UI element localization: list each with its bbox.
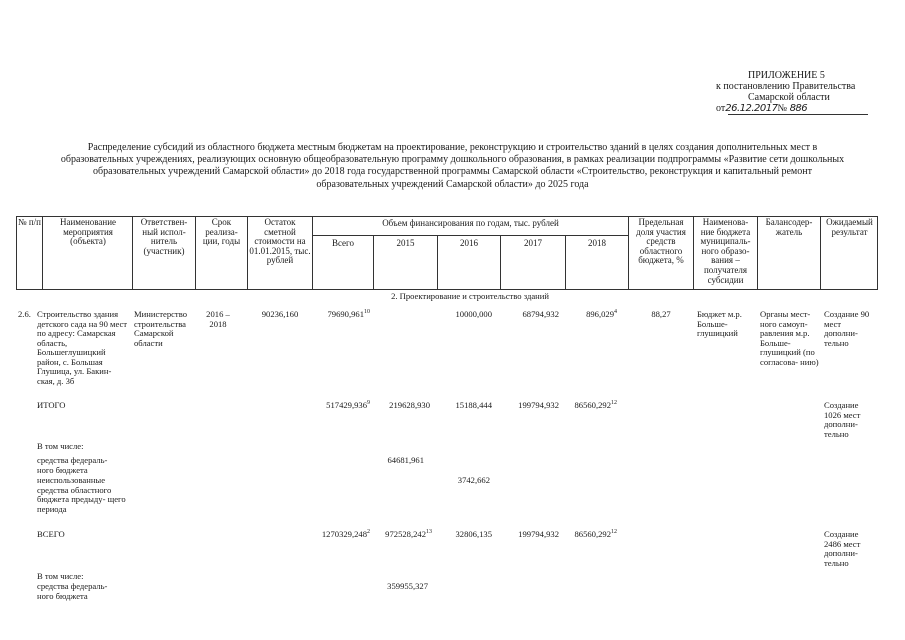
row-holder: Органы мест- ного самоуп- равления м.р. Больше- глушицкий (по согласова- нию) — [760, 309, 819, 367]
row-name: Строительство здания детского сада на 90 мест по адресу: Самарская область, Большеглушицкий район, с. Большая Глушица, ул. Бакин- ская, д. 3б — [37, 309, 128, 386]
vsego-label: ВСЕГО — [37, 529, 65, 539]
col-divider — [877, 216, 878, 290]
handwritten-date: 26.12.2017 — [725, 103, 778, 114]
header-recipient: Наименова- ние бюджета муниципаль- ного образо- вания – получателя субсидии — [700, 217, 751, 285]
header-term: Срок реализа- ции, годы — [202, 217, 241, 247]
vsego-2017: 199794,932 — [518, 529, 559, 539]
vsego-2016: 32806,135 — [455, 529, 492, 539]
row-term: 2016 – 2018 — [206, 309, 230, 329]
section-title: 2. Проектирование и строительство зданий — [391, 291, 549, 301]
col-divider — [628, 216, 629, 290]
header-2016: 2016 — [460, 238, 478, 248]
vsego-2018-footnote: 12 — [611, 529, 617, 535]
row-2018-footnote: 4 — [614, 309, 617, 315]
row-2018-value: 896,029 — [586, 309, 614, 319]
row-executor: Министерство строительства Самарской области — [134, 309, 187, 348]
funding-subheader-border — [312, 235, 628, 236]
caption-line-3: образовательных учреждений Самарской области» до 2018 года государственной программы Самарской области «Строительство, реконструкция и капитальный ремонт — [93, 166, 812, 177]
itogo-total-value: 517429,936 — [326, 400, 367, 410]
vsego-federal-2015: 359955,327 — [387, 581, 428, 591]
caption-line-1: Распределение субсидий из областного бюджета местным бюджетам на проектирование, реконструкцию и строительство зданий в целях создания дополнительных мест в — [87, 142, 818, 153]
row-result: Создание 90 мест дополни- тельно — [824, 309, 870, 348]
caption-line-2: образовательных учреждениях, реализующих основную общеобразовательную программу дошкольного образования, в рамках реализации подпрограммы «Развитие сети дошкольных — [60, 154, 845, 165]
annex-date-line — [716, 103, 876, 114]
vsego-breakdown-label: В том числе: — [37, 571, 84, 581]
row-total-footnote: 10 — [364, 309, 370, 315]
header-funding-group: Объем финансирования по годам, тыс. рублей — [382, 218, 559, 228]
header-remainder: Остаток сметной стоимости на 01.01.2015, тыс. рублей — [249, 217, 311, 266]
itogo-result: Создание 1026 мест дополни- тельно — [824, 400, 861, 439]
vsego-total — [296, 530, 370, 540]
itogo-2018 — [553, 401, 617, 411]
annex-line-3: Самарской области — [748, 92, 830, 103]
col-divider — [757, 216, 758, 290]
col-divider — [820, 216, 821, 290]
itogo-unused-2016: 3742,662 — [457, 475, 490, 485]
vsego-2015-value: 972528,242 — [385, 529, 426, 539]
header-2015: 2015 — [396, 238, 415, 248]
itogo-total-footnote: 9 — [367, 400, 370, 406]
row-remainder: 90236,160 — [261, 309, 299, 319]
itogo-2017: 199794,932 — [518, 400, 559, 410]
header-total: Всего — [331, 238, 355, 248]
row-num: 2.6. — [18, 309, 31, 319]
row-share: 88,27 — [651, 309, 671, 319]
header-bottom-border — [16, 289, 878, 290]
vsego-2015-footnote: 13 — [426, 529, 432, 535]
vsego-2018-value: 86560,292 — [574, 529, 611, 539]
row-2017: 68794,932 — [522, 309, 559, 319]
header-share: Предельная доля участия средств областного бюджета, % — [636, 217, 686, 266]
header-name: Наименование мероприятия (объекта) — [59, 217, 117, 247]
itogo-2016: 15188,444 — [455, 400, 492, 410]
header-2018: 2018 — [588, 238, 606, 248]
vsego-2018 — [553, 530, 617, 540]
itogo-label: ИТОГО — [37, 400, 66, 410]
col-divider — [195, 216, 196, 290]
date-prefix: от — [716, 103, 726, 114]
vsego-total-footnote: 2 — [367, 529, 370, 535]
col-divider — [42, 216, 43, 290]
row-recipient: Бюджет м.р. Больше- глушицкий — [697, 309, 742, 338]
annex-line-2: к постановлению Правительства — [716, 81, 856, 92]
row-2018 — [553, 310, 617, 320]
header-2017: 2017 — [524, 238, 542, 248]
col-divider — [132, 216, 133, 290]
header-executor: Ответствен- ный испол- нитель (участник) — [140, 217, 188, 256]
itogo-2018-value: 86560,292 — [574, 400, 611, 410]
col-divider — [312, 216, 313, 290]
vsego-federal-label: средства федераль- ного бюджета — [37, 581, 108, 601]
header-num: № п/п — [18, 217, 41, 227]
header-result: Ожидаемый результат — [826, 217, 873, 237]
caption-line-4: образовательных учреждений Самарской области» до 2025 года — [316, 179, 589, 190]
col-divider — [693, 216, 694, 290]
itogo-2018-footnote: 12 — [611, 400, 617, 406]
number-prefix: № — [777, 103, 788, 114]
itogo-2015: 219628,930 — [389, 400, 430, 410]
vsego-2015 — [360, 530, 432, 540]
handwritten-number: 886 — [789, 103, 808, 114]
vsego-total-value: 1270329,248 — [321, 529, 367, 539]
vsego-result: Создание 2486 мест дополни- тельно — [824, 529, 861, 568]
row-2016: 10000,000 — [455, 309, 492, 319]
col-divider — [247, 216, 248, 290]
itogo-federal-2015: 64681,961 — [387, 455, 424, 465]
row-total — [300, 310, 370, 320]
header-holder: Балансодер- жатель — [765, 217, 813, 237]
itogo-federal-label: средства федераль- ного бюджета — [37, 455, 108, 475]
itogo-unused-label: неиспользованные средства областного бюджета предыду- щего периода — [37, 475, 126, 514]
itogo-breakdown-label: В том числе: — [37, 441, 84, 451]
itogo-total — [300, 401, 370, 411]
annex-underline — [728, 114, 868, 115]
row-total-value: 79690,961 — [327, 309, 364, 319]
annex-title: ПРИЛОЖЕНИЕ 5 — [748, 70, 825, 81]
